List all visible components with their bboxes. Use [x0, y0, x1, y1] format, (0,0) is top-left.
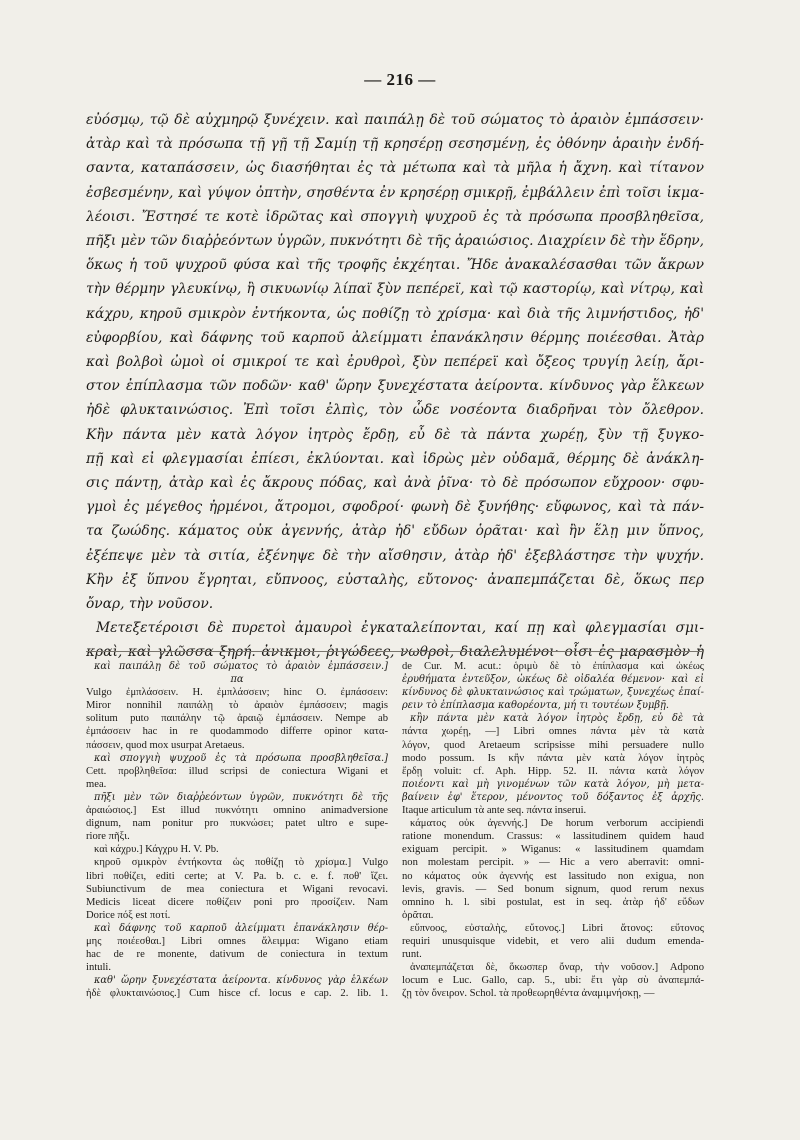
note-line: solitum puto παιπάλην τῷ ἀραιῷ ἐμπάσσειν. Nempe ab	[86, 713, 388, 725]
note-line: runt.	[402, 949, 422, 961]
note-line: non molestam percipit. » — Hic a vero aberravit: omni-	[402, 857, 704, 869]
text-line: ἐσβεσμένην, καὶ γύψον ὀπτὴν, σησθέντα ἐν κρησέρῃ σμικρῇ, ἐμβάλλειν ἐπὶ τοῖσι ἱκμα-	[86, 184, 704, 201]
text-line: τα ζωώδης. κάματος οὐκ ἀγεννής, ἀτὰρ ἠδ' εὔδων ὁρᾶται· καὶ ἢν ἕλῃ μιν ὕπνος,	[86, 523, 704, 540]
note-line: βαίνειν ἐφ' ἕτερον, μένοντος τοῦ δόξαντος ἐξ ἀρχῆς.	[402, 791, 704, 803]
text-line: Κἢν ἐξ ὕπνου ἔγρηται, εὔπνοος, εὐσταλὴς, εὔτονος· ἀναπεμπάζεται δὲ, ὅκως περ	[86, 571, 704, 588]
note-line: ποιέοντι καὶ μὴ γινομένων τῶν κατὰ λόγον, μὴ μετα-	[402, 778, 704, 790]
note-line: καθ' ὥρην ξυνεχέστατα ἀείροντα. κίνδυνος γὰρ ἑλκέων	[94, 975, 388, 987]
note-line: ἠδὲ φλυκταινώσιος.] Cum hisce cf. locus e cap. 2. lib. 1.	[86, 988, 388, 1000]
text-line: σαντα, καταπάσσειν, ὡς διασήθηται ἐς τὰ μέτωπα καὶ τὰ μῆλα ἡ ἄχνη. καὶ τίτανον	[86, 160, 704, 177]
note-line: exiguam percipit. » Wiganus: « lassitudinem quamdam	[402, 844, 704, 856]
text-line: στον ἐπίπλασμα τῶν ποδῶν· καθ' ὥρην ξυνεχέστατα ἀείροντα. κίνδυνος γὰρ ἕλκεων	[86, 378, 704, 395]
note-line: intuli.	[86, 962, 112, 974]
note-line: ἐμπάσσειν hac in re quodammodo differre opinor κατα-	[86, 726, 388, 738]
note-line: requiri unusquisque videbit, et vero alii dudum emenda-	[402, 935, 704, 947]
note-line: πάσσειν, quod mox usurpat Aretaeus.	[86, 739, 245, 751]
note-line: libri ποθίζει, editi certe; at V. Pa. b. c. e. f. ποθ' ἴζει.	[86, 870, 388, 882]
note-line: Cett. προβληθεῖσα: illud scripsi de coniectura Wigani et	[86, 765, 388, 777]
note-line: ἔρδῃ voluit: cf. Aph. Hipp. 52. II. πάντα κατὰ λόγον	[402, 765, 704, 777]
note-line: ἐρυθήματα ἐντεῦξον, ὠκέως δὲ οἰδαλέα θέμενον· καὶ εἰ	[402, 674, 704, 686]
text-line: λέοισι. Ἔστησέ τε κοτὲ ἱδρῶτας καὶ σπογγιὴ ψυχροῦ ἐς τὰ πρόσωπα προσβληθεῖσα,	[86, 208, 704, 225]
note-line: ρειν τὸ ἐπίπλασμα καθορέοντα, μή τι τουτέων ξυμβῇ.	[402, 700, 670, 712]
note-line: ratione monendum. Crassus: « lassitudinem quidem haud	[402, 831, 704, 843]
note-line: Subiunctivum de mea coniectura et Wigani revocavi.	[86, 883, 388, 895]
note-line: de Cur. M. acut.: ὁριμὺ δὲ τὸ ἐπίπλασμα καὶ ὠκέως	[402, 661, 704, 672]
note-line: Itaque articulum τὰ ante seq. πάντα inserui.	[402, 805, 587, 817]
note-line: πῆξι μὲν τῶν διαῤῥεόντων ὑγρῶν, πυκνότητι δὲ τῆς	[94, 791, 388, 803]
note-line: dignum, nam ponitur pro πυκνώσει; patet ultro e supe-	[86, 818, 388, 830]
text-line: κραὶ, καὶ γλῶσσα ξηρή. ἀνικμοι, ῥιγώδεες, νωθροὶ, διαλελυμένοι· οἷσι ἐς μαρασμὸν ἡ	[86, 644, 704, 661]
text-line: τὴν θέρμην γλευκίνῳ, ἢ σικυωνίῳ λίπαϊ ξὺν πεπέρεϊ, καὶ τῷ καστορίῳ, καὶ νίτρῳ, καὶ	[86, 281, 704, 298]
text-line: ἠδὲ φλυκταινώσιος. Ἐπὶ τοῖσι ἐλπὶς, τὸν ὧδε νοσέοντα διαδρῆναι τὸν ὄλεθρον.	[86, 402, 704, 419]
note-line: πα	[230, 674, 244, 686]
footnotes-right-column	[402, 660, 704, 1000]
note-line: καὶ δάφνης τοῦ καρποῦ ἀλείμματι ἐπανάκλησιν θέρ-	[94, 922, 388, 934]
footnotes	[86, 660, 704, 1000]
text-line: σις πάντῃ, ἀτὰρ καὶ ἐς ἄκρους πόδας, καὶ ἀνὰ ῥῖνα· τὸ δὲ πρόσωπον εὔχροον· σφυ-	[86, 475, 704, 492]
note-line: καὶ παιπάλῃ δὲ τοῦ σώματος τὸ ἀραιὸν ἐμπάσσειν.]	[94, 661, 388, 672]
note-line: omnino h. l. sibi postulat, est in seq. ἀτὰρ ἠδ' εὔδων	[402, 896, 704, 908]
note-line: locum e Luc. Gallo, cap. 5., ubi: ἔτι γὰρ σὺ ἀναπεμπά-	[402, 975, 704, 987]
note-line: ὁρᾶται.	[402, 909, 434, 921]
note-line: levis, gravis. — Sed bonum signum, quod rerum nexus	[402, 883, 704, 895]
text-line: γμοὶ ἐς μέγεθος ἠρμένοι, ἄτρομοι, σφοδροί· φωνὴ δὲ ξυνήθης· εὔφωνος, καὶ τὰ πάν-	[86, 499, 704, 516]
footnotes-left-column	[86, 660, 388, 1000]
text-line: ὄναρ, τὴν νοῦσον.	[86, 596, 214, 613]
note-line: Medicis liceat dicere ποθίζειν poni pro προσίζειν. Nam	[86, 896, 388, 908]
note-line: no κάματος οὐκ ἀγεννής est lassitudo non exigua, non	[402, 870, 704, 882]
text-line: ἀτὰρ καὶ τὰ πρόσωπα τῇ γῇ τῇ Σαμίῃ τῇ κρησέρῃ σεσησμένῃ, ἐς ὀθόνην ἀραιὴν ἐνδή-	[86, 136, 704, 153]
note-line: riore πῆξι.	[86, 831, 130, 843]
note-line: μης ποιέεσθαι.] Libri omnes ἄλειμμα: Wigano etiam	[86, 935, 388, 947]
text-line: πῇ καὶ εἰ φλεγμασίαι ἐπίεσι, ἐκλύονται. καὶ ἱδρὼς μὲν οὐδαμᾶ, θέρμης δὲ ἀνάκλη-	[86, 450, 704, 467]
note-line: mea.	[86, 778, 107, 790]
text-line: κάχρυ, κηροῦ σμικρὸν ἐντήκοντα, ὡς ποθίζῃ τὸ χρίσμα· καὶ διὰ τῆς λιμνήστιδος, ἠδ'	[86, 305, 704, 322]
note-line: καὶ σπογγιὴ ψυχροῦ ἐς τὰ πρόσωπα προσβληθεῖσα.]	[94, 752, 388, 764]
footnote-divider	[86, 651, 704, 652]
page-number: — 216 —	[364, 70, 436, 89]
text-line: ὅκως ἡ τοῦ ψυχροῦ φύσα καὶ τῆς τροφῆς ἐκχέηται. Ἤδε ἀνακαλέσασθαι τῶν ἄκρων	[86, 257, 704, 274]
note-line: κίνδυνος δὲ φλυκταινώσιος καὶ τρώματων, ξυνεχέως ἐπαί-	[402, 687, 704, 699]
note-line: καὶ κάχρυ.] Κάγχρυ H. V. Pb.	[94, 844, 219, 856]
note-line: hac de re monente, dativum de coniectura in textum	[86, 949, 388, 961]
note-line: Vulgo ἐμπλάσσειν. H. ἐμπλάσσειν; hinc O. ἐμπάσσειν:	[86, 687, 388, 699]
text-line: Μετεξετέροισι δὲ πυρετοὶ ἀμαυροὶ ἐγκαταλείπονται, καί πῃ καὶ φλεγμασίαι σμι-	[96, 620, 704, 637]
text-line: εὐόσμῳ, τῷ δὲ αὐχμηρῷ ξυνέχειν. καὶ παιπάλῃ δὲ τοῦ σώματος τὸ ἀραιὸν ἐμπάσσειν·	[86, 112, 704, 128]
main-greek-text	[86, 108, 704, 665]
text-line: πῆξι μὲν τῶν διαῤῥεόντων ὑγρῶν, πυκνότητι δὲ τῆς ἀραιώσιος. Διαχρίειν δὲ τὴν ἕδρην,	[86, 233, 704, 250]
note-line: ἀραιώσιος.] Est illud πυκνότητι omnino animadversione	[86, 805, 388, 817]
note-line: ἀναπεμπάζεται δὲ, ὅκωσπερ ὄναρ, τὴν νοῦσον.] Adpono	[410, 962, 704, 974]
note-line: εὔπνοος, εὐσταλὴς, εὔτονος.] Libri ἄτονος: εὔτονος	[410, 922, 704, 934]
note-line: Miror nonnihil παιπάλῃ τὸ ἀραιὸν ἐμπάσσειν; magis	[86, 700, 388, 712]
note-line: Dorice πόξ est ποτί.	[86, 909, 171, 921]
note-line: modo possum. Is κἢν πάντα μὲν κατὰ λόγον ἰητρὸς	[402, 752, 704, 764]
text-line: εὐφορβίου, καὶ δάφνης τοῦ καρποῦ ἀλείμματι ἐπανάκλησιν θέρμης ποιέεσθαι. Ἀτὰρ	[86, 329, 704, 346]
note-line: κάματος οὐκ ἀγεννής.] De horum verborum accipiendi	[410, 818, 704, 830]
note-line: κἢν πάντα μὲν κατὰ λόγον ἰητρὸς ἔρδῃ, εὖ δὲ τὰ	[410, 713, 704, 725]
text-line: ἐξέπεψε μὲν τὰ σιτία, ἐξένηψε δὲ τὴν αἴσθησιν, ἀτὰρ ἠδ' ἐξεβλάστησε τὴν ψυχήν.	[86, 547, 704, 564]
note-line: ζῃ τὸν ὄνειρον. Schol. τὰ προθεωρηθέντα ἀναμιμνήσκῃ, —	[402, 988, 655, 1000]
note-line: πάντα χωρέῃ, —] Libri omnes πάντα μὲν τὰ κατὰ	[402, 726, 704, 738]
text-line: Κἢν πάντα μὲν κατὰ λόγον ἰητρὸς ἔρδῃ, εὖ δὲ τὰ πάντα χωρέῃ, ξὺν τῇ ξυγκο-	[86, 426, 704, 443]
text-line: καὶ βολβοὶ ὠμοὶ οἱ σμικροί τε καὶ ἐρυθροὶ, ξὺν πεπέρεϊ καὶ ὄξεος τρυγίῃ λείῃ, ἄρι-	[86, 354, 704, 371]
note-line: λόγον, quod Aretaeum scripsisse mihi persuadere nullo	[402, 739, 704, 751]
note-line: κηροῦ σμικρὸν ἐντήκοντα ὡς ποθίζῃ τὸ χρίσμα.] Vulgo	[94, 857, 388, 869]
